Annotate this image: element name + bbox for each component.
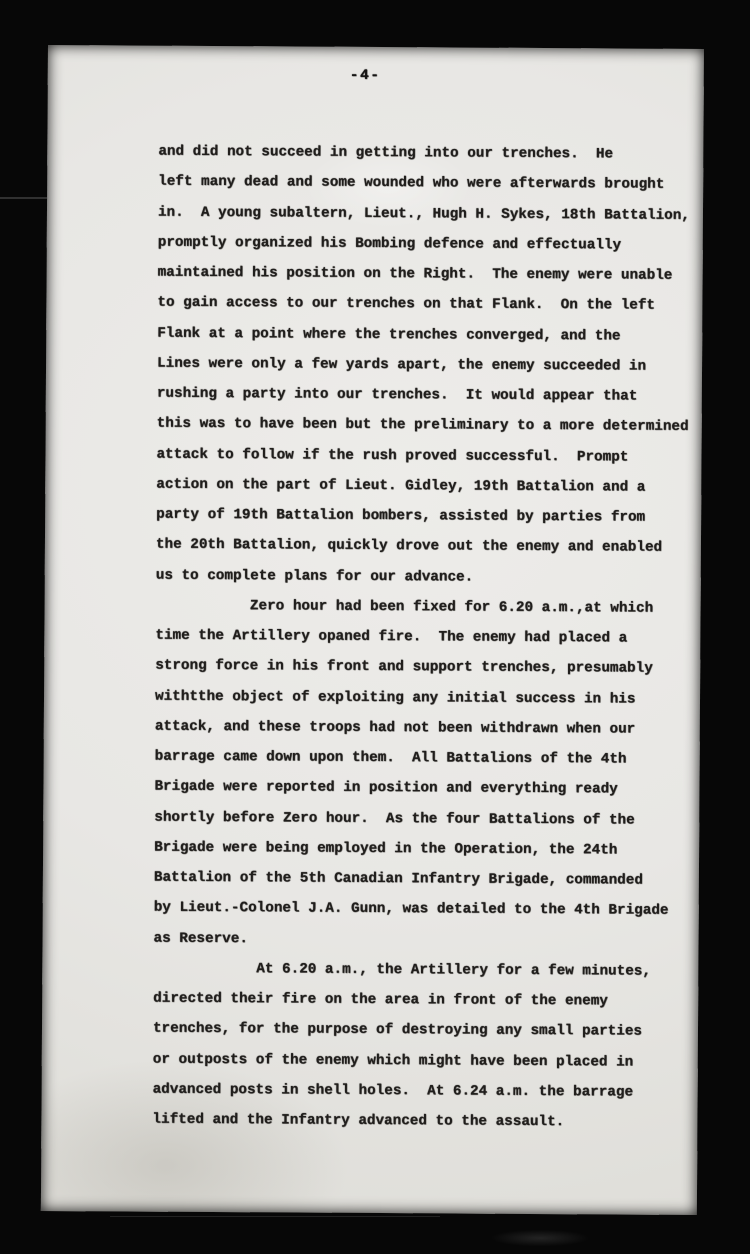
text-line: and did not succeed in getting into our trenches. He <box>158 143 614 163</box>
scan-artifact-line <box>110 1216 440 1217</box>
text-line: Brigade were being employed in the Operation, the 24th <box>154 839 618 859</box>
text-line: us to complete plans for our advance. <box>155 567 474 586</box>
text-line: barrage came down upon them. All Battalions of the 4th <box>154 748 627 768</box>
text-line: party of 19th Battalion bombers, assisted by parties from <box>156 506 646 526</box>
text-line: advanced posts in shell holes. At 6.24 a.m. the barrage <box>152 1081 634 1101</box>
text-line: withtthe object of exploiting any initial success in his <box>154 688 636 708</box>
text-line: promptly organized his Bombing defence and effectually <box>157 234 622 254</box>
text-line: At 6.20 a.m., the Artillery for a few minutes, <box>153 960 652 980</box>
text-line: time the Artillery opaned fire. The enemy had placed a <box>155 627 628 647</box>
document-page <box>41 45 704 1215</box>
text-line: Flank at a point where the trenches converged, and the <box>157 325 621 345</box>
text-line: attack to follow if the rush proved successful. Prompt <box>156 446 629 466</box>
text-line: to gain access to our trenches on that Flank. On the left <box>157 294 656 314</box>
text-line: lifted and the Infantry advanced to the assault. <box>152 1111 565 1131</box>
text-line: Battalion of the 5th Canadian Infantry Brigade, commanded <box>153 869 644 889</box>
text-line: this was to have been but the preliminary to a more determined <box>156 415 689 436</box>
text-line: the 20th Battalion, quickly drove out the enemy and enabled <box>155 536 663 557</box>
text-line: Lines were only a few yards apart, the enemy succeeded in <box>157 355 647 375</box>
text-line: in. A young subaltern, Lieut., Hugh H. Sykes, 18th Battalion, <box>157 204 690 224</box>
document-body-text <box>152 137 718 1139</box>
text-line: maintained his position on the Right. The enemy were unable <box>157 264 673 284</box>
text-line: directed their fire on the area in front of the enemy <box>153 990 608 1010</box>
text-line: Zero hour had been fixed for 6.20 a.m.,at which <box>155 597 654 617</box>
text-line: left many dead and some wounded who were afterwards brought <box>158 173 665 194</box>
text-line: Brigade were reported in position and everything ready <box>154 778 618 798</box>
scan-artifact-line <box>0 197 47 199</box>
text-line: rushing a party into our trenches. It would appear that <box>156 385 638 405</box>
text-line: trenches, for the purpose of destroying any small parties <box>152 1020 643 1040</box>
text-line: by Lieut.-Colonel J.A. Gunn, was detailed to the 4th Brigade <box>153 899 669 920</box>
text-line: shortly before Zero hour. As the four Battalions of the <box>154 809 635 829</box>
page-number: -4- <box>349 67 381 85</box>
text-line: or outposts of the enemy which might have been placed in <box>152 1051 634 1071</box>
text-line: strong force in his front and support trenches, presumably <box>155 657 653 677</box>
text-line: as Reserve. <box>153 930 248 947</box>
text-line: attack, and these troops had not been withdrawn when our <box>154 718 636 738</box>
text-line: action on the part of Lieut. Gidley, 19th Battalion and a <box>156 476 646 496</box>
